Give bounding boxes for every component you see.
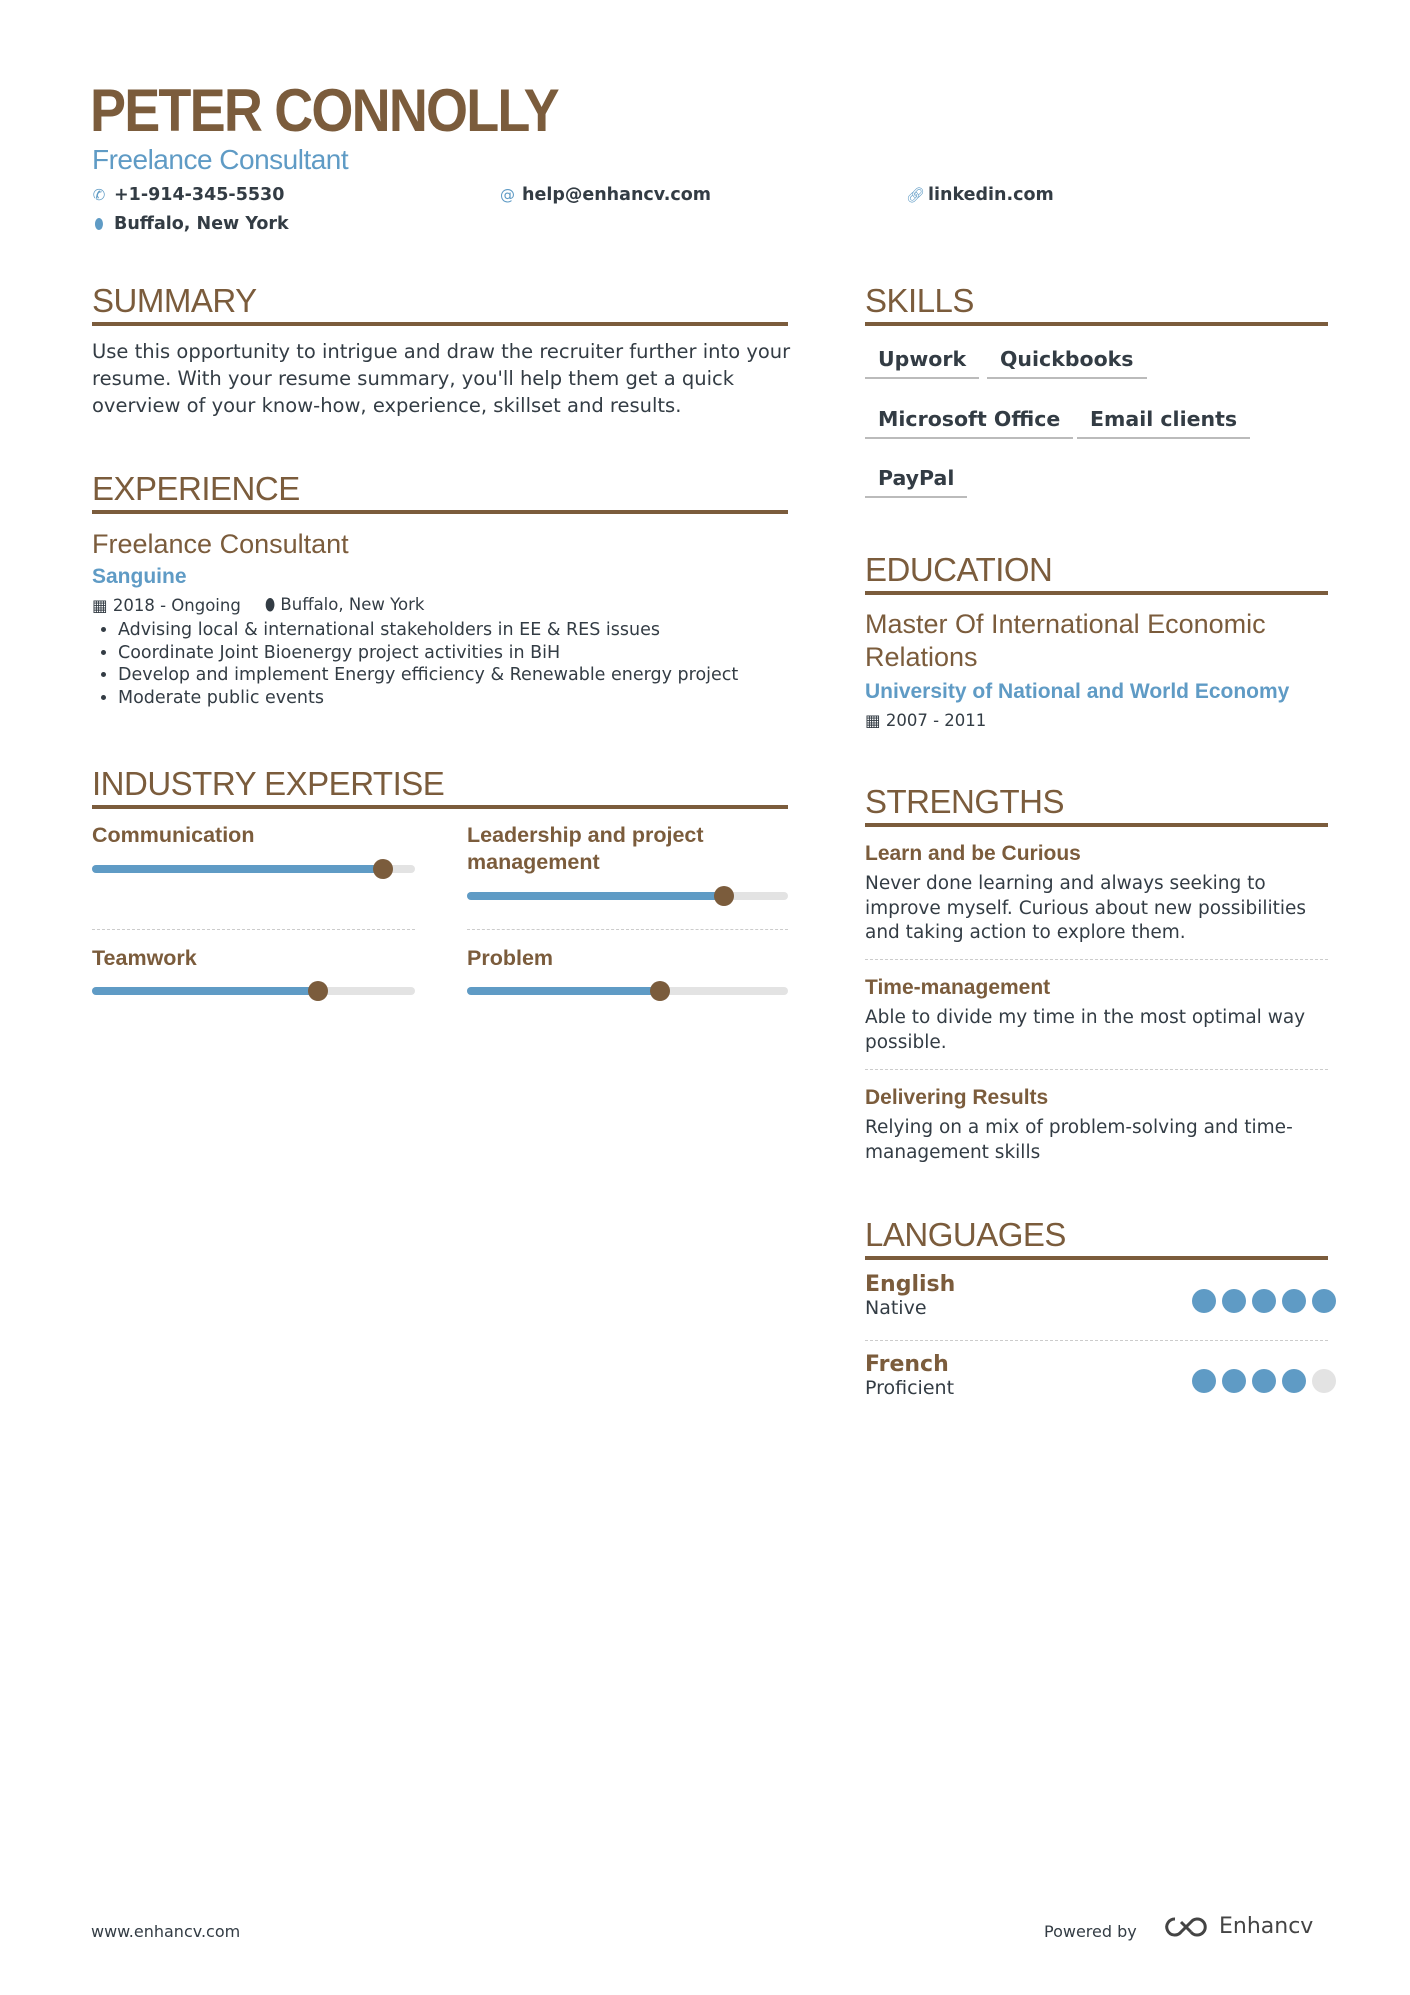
strength-item bbox=[865, 976, 1328, 1055]
at-icon: @ bbox=[500, 186, 515, 204]
rating-dot-filled bbox=[1252, 1369, 1276, 1393]
enhancv-logo bbox=[1163, 1914, 1313, 1939]
phone-icon: ✆ bbox=[92, 186, 106, 204]
language-rating bbox=[1180, 1369, 1330, 1393]
expertise-label: Leadership and project management bbox=[467, 823, 704, 874]
expertise-slider bbox=[92, 865, 415, 873]
slider-knob bbox=[714, 886, 734, 906]
degree: Master Of International Economic Relations bbox=[865, 609, 1266, 672]
divider bbox=[92, 929, 415, 930]
location-pin-icon: ⬮ bbox=[264, 595, 281, 614]
languages-heading: LANGUAGES bbox=[865, 1216, 1328, 1260]
language-item bbox=[865, 1272, 955, 1319]
experience-heading: EXPERIENCE bbox=[92, 470, 788, 514]
phone-text: +1-914-345-5530 bbox=[114, 185, 285, 205]
calendar-icon: ▦ bbox=[92, 595, 113, 615]
language-name: English bbox=[865, 1272, 956, 1297]
experience-item bbox=[92, 528, 792, 709]
school: University of National and World Economy bbox=[865, 680, 1290, 703]
job-location-text: Buffalo, New York bbox=[280, 595, 425, 614]
skill-tag: PayPal bbox=[865, 466, 967, 498]
strength-desc: Able to divide my time in the most optimal way possible. bbox=[865, 1007, 1306, 1053]
expertise-slider bbox=[92, 987, 415, 995]
strength-item bbox=[865, 842, 1328, 946]
divider bbox=[467, 929, 788, 930]
language-item bbox=[865, 1352, 954, 1399]
language-name: French bbox=[865, 1352, 949, 1377]
rating-dot-filled bbox=[1192, 1289, 1216, 1313]
footer-powered: Powered by bbox=[1044, 1922, 1137, 1941]
bullet: • Coordinate Joint Bioenergy project activities in BiH bbox=[118, 642, 792, 665]
company: Sanguine bbox=[92, 565, 187, 588]
strength-title: Time-management bbox=[865, 976, 1051, 999]
slider-knob bbox=[373, 859, 393, 879]
bullet: • Moderate public events bbox=[118, 687, 792, 710]
expertise-heading: INDUSTRY EXPERTISE bbox=[92, 765, 788, 809]
rating-dot-filled bbox=[1282, 1289, 1306, 1313]
rating-dot-filled bbox=[1222, 1369, 1246, 1393]
email[interactable] bbox=[500, 185, 711, 205]
rating-dot-empty bbox=[1312, 1369, 1336, 1393]
language-level: Native bbox=[865, 1297, 927, 1319]
candidate-title: Freelance Consultant bbox=[92, 144, 349, 175]
email-text[interactable]: help@enhancv.com bbox=[522, 185, 712, 205]
rating-dot-filled bbox=[1312, 1289, 1336, 1313]
skill-tag: Quickbooks bbox=[987, 347, 1147, 379]
expertise-label: Problem bbox=[467, 946, 554, 970]
divider bbox=[865, 959, 1328, 960]
location-pin-icon: ⬮ bbox=[94, 215, 104, 233]
slider-fill bbox=[467, 892, 724, 900]
bullet: • Advising local & international stakeholders in EE & RES issues bbox=[118, 619, 792, 642]
summary-text: Use this opportunity to intrigue and draw the recruiter further into your resume. With your resume summary, you'll help them get a quick overview of your know-how, experience, skillset and results. bbox=[92, 340, 791, 417]
slider-fill bbox=[92, 987, 318, 995]
divider bbox=[865, 1069, 1328, 1070]
brand-name: Enhancv bbox=[1219, 1914, 1314, 1939]
rating-dot-filled bbox=[1222, 1289, 1246, 1313]
slider-fill bbox=[92, 865, 383, 873]
location-text: Buffalo, New York bbox=[114, 214, 289, 234]
slider-knob bbox=[308, 981, 328, 1001]
strength-desc: Never done learning and always seeking to improve myself. Curious about new possibilities and taking action to explore them. bbox=[865, 873, 1307, 943]
expertise-label: Teamwork bbox=[92, 946, 197, 970]
language-level: Proficient bbox=[865, 1377, 955, 1399]
strengths-heading: STRENGTHS bbox=[865, 783, 1328, 827]
link-text[interactable]: linkedin.com bbox=[928, 185, 1054, 205]
rating-dot-filled bbox=[1252, 1289, 1276, 1313]
education-dates bbox=[865, 711, 986, 730]
job-location bbox=[265, 595, 425, 615]
date-text: 2018 - Ongoing bbox=[112, 595, 241, 615]
date-range bbox=[92, 596, 241, 615]
expertise-slider bbox=[467, 987, 788, 995]
language-rating bbox=[1180, 1289, 1330, 1313]
expertise-label: Communication bbox=[92, 823, 255, 847]
strength-desc: Relying on a mix of problem-solving and time-management skills bbox=[865, 1117, 1293, 1163]
skill-tag: Upwork bbox=[865, 347, 979, 379]
bullet: • Develop and implement Energy efficiency & Renewable energy project bbox=[118, 664, 792, 687]
skill-tag: Email clients bbox=[1077, 407, 1250, 439]
infinity-logo-icon bbox=[1163, 1915, 1209, 1939]
candidate-name: PETER CONNOLLY bbox=[90, 77, 558, 144]
skills-heading: SKILLS bbox=[865, 282, 1328, 326]
link-icon: 🔗︎ bbox=[906, 186, 926, 204]
strength-item bbox=[865, 1086, 1305, 1165]
education-heading: EDUCATION bbox=[865, 551, 1328, 595]
slider-fill bbox=[467, 987, 660, 995]
expertise-slider bbox=[467, 892, 788, 900]
summary-heading: SUMMARY bbox=[92, 282, 788, 326]
job-role: Freelance Consultant bbox=[92, 529, 349, 559]
skill-tag: Microsoft Office bbox=[865, 407, 1073, 439]
linkedin[interactable] bbox=[906, 185, 1054, 205]
footer-site[interactable]: www.enhancv.com bbox=[91, 1922, 241, 1941]
strength-title: Delivering Results bbox=[865, 1086, 1049, 1109]
rating-dot-filled bbox=[1192, 1369, 1216, 1393]
divider bbox=[865, 1340, 1328, 1341]
location bbox=[92, 214, 289, 234]
slider-knob bbox=[650, 981, 670, 1001]
date-text: 2007 - 2011 bbox=[885, 711, 987, 730]
strength-title: Learn and be Curious bbox=[865, 842, 1081, 865]
rating-dot-filled bbox=[1282, 1369, 1306, 1393]
phone bbox=[92, 185, 284, 205]
calendar-icon: ▦ bbox=[865, 711, 886, 730]
